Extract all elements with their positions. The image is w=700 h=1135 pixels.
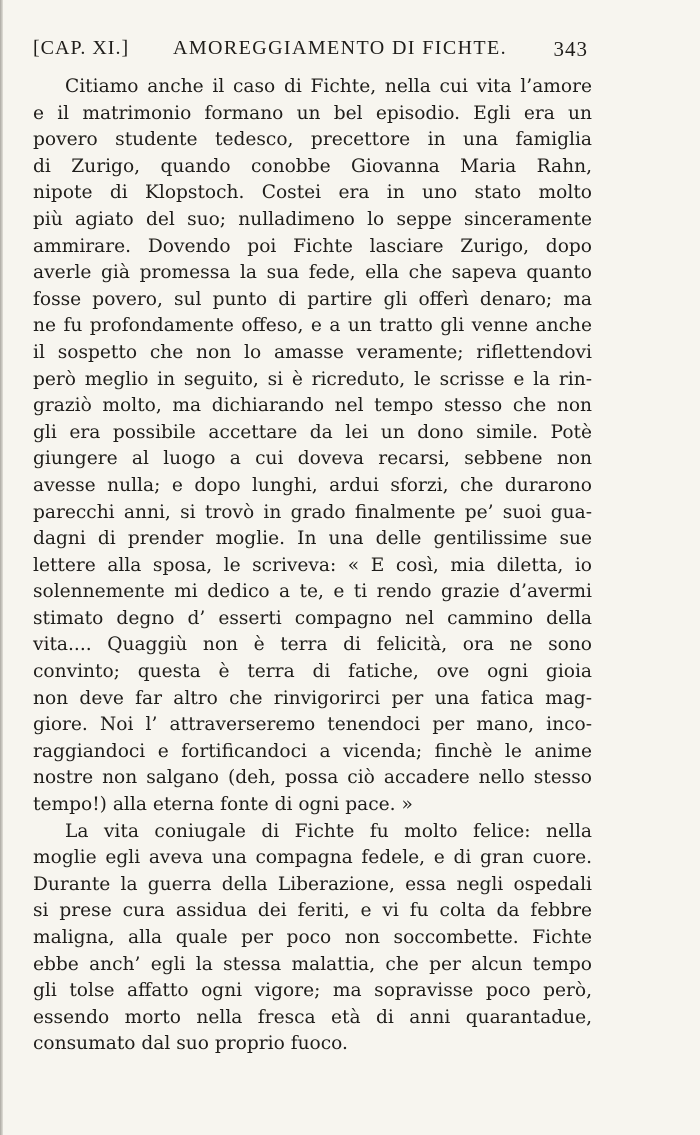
text-line: di Zurigo, quando conobbe Giovanna Maria Rahn, <box>33 155 592 177</box>
text-line: tempo!) alla eterna fonte di ogni pace. » <box>33 794 413 816</box>
body-text <box>33 74 592 1058</box>
chapter-label: [CAP. XI.] <box>33 37 130 59</box>
text-line: non deve far altro che rinvigorirci per una fatica mag- <box>33 687 592 709</box>
text-line: gli era possibile accettare da lei un dono simile. Potè <box>33 421 592 443</box>
text-line: ammirare. Dovendo poi Fichte lasciare Zurigo, dopo <box>33 235 592 257</box>
text-line: moglie egli aveva una compagna fedele, e di gran cuore. <box>33 847 592 869</box>
text-line: Durante la guerra della Liberazione, essa negli ospedali <box>33 873 592 895</box>
paragraph-2 <box>33 819 592 1058</box>
paragraph-1 <box>33 74 592 819</box>
text-line: graziò molto, ma dichiarando nel tempo stesso che non <box>33 395 592 417</box>
text-line: La vita coniugale di Fichte fu molto felice: nella <box>65 820 592 842</box>
text-line: lettere alla sposa, le scriveva: « E così, mia diletta, io <box>33 554 592 576</box>
text-line: ne fu profondamente offeso, e a un tratto gli venne anche <box>33 315 592 337</box>
text-line: stimato degno d’ esserti compagno nel cammino della <box>33 607 592 629</box>
text-line: solennemente mi dedico a te, e ti rendo grazie d’avermi <box>33 581 592 603</box>
running-title: AMOREGGIAMENTO DI FICHTE. <box>173 37 508 59</box>
text-line: averle già promessa la sua fede, ella che sapeva quanto <box>33 262 592 284</box>
text-line: convinto; questa è terra di fatiche, ove ogni gioia <box>33 661 592 683</box>
text-line: giore. Noi l’ attraverseremo tenendoci per mano, inco- <box>33 714 592 736</box>
page-binding-edge <box>0 0 3 1135</box>
text-line: povero studente tedesco, precettore in una famiglia <box>33 129 592 151</box>
text-line: vita.... Quaggiù non è terra di felicità, ora ne sono <box>33 634 592 656</box>
text-line: si prese cura assidua dei feriti, e vi fu colta da febbre <box>33 900 592 922</box>
text-line: il sospetto che non lo amasse veramente; riflettendovi <box>33 341 592 363</box>
text-line: maligna, alla quale per poco non soccombette. Fichte <box>33 927 592 948</box>
text-line: essendo morto nella fresca età di anni quarantadue, <box>33 1006 592 1028</box>
text-line: giungere al luogo a cui doveva recarsi, sebbene non <box>33 448 592 470</box>
running-header <box>33 37 588 67</box>
text-line: dagni di prender moglie. In una delle gentilissime sue <box>33 528 592 550</box>
text-line: nostre non salgano (deh, possa ciò accadere nello stesso <box>33 767 592 789</box>
text-line: consumato dal suo proprio fuoco. <box>33 1033 348 1055</box>
page-number: 343 <box>553 37 588 61</box>
text-line: Citiamo anche il caso di Fichte, nella cui vita l’amore <box>65 76 592 97</box>
text-line: gli tolse affatto ogni vigore; ma sopravisse poco però, <box>33 980 592 1002</box>
text-line: nipote di Klopstoch. Costei era in uno stato molto <box>33 182 592 204</box>
text-line: ebbe anch’ egli la stessa malattia, che per alcun tempo <box>33 953 592 975</box>
text-line: raggiandoci e fortificandoci a vicenda; finchè le anime <box>33 740 592 762</box>
text-line: e il matrimonio formano un bel episodio. Egli era un <box>33 102 592 124</box>
text-line: avesse nulla; e dopo lunghi, ardui sforzi, che durarono <box>33 474 592 496</box>
text-line: però meglio in seguito, si è ricreduto, le scrisse e la rin- <box>33 368 592 390</box>
text-line: più agiato del suo; nulladimeno lo seppe sinceramente <box>33 208 592 230</box>
text-line: fosse povero, sul punto di partire gli offerì denaro; ma <box>33 288 592 310</box>
text-line: parecchi anni, si trovò in grado finalmente pe’ suoi gua- <box>33 501 592 523</box>
